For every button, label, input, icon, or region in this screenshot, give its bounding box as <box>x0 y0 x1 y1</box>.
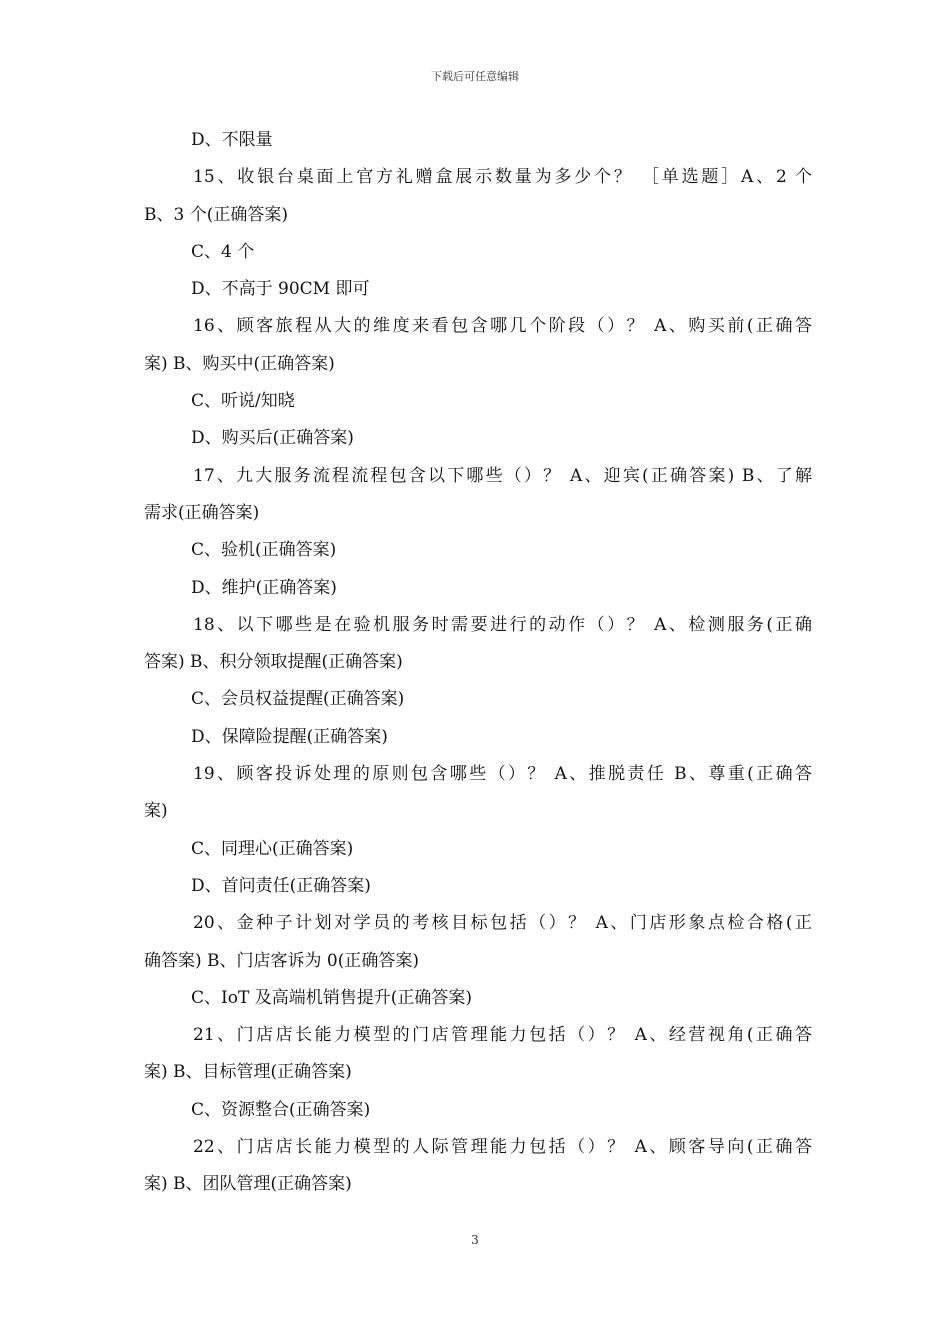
continuation-line: 确答案) B、门店客诉为 0(正确答案) <box>144 950 420 971</box>
option-line: C、验机(正确答案) <box>191 540 337 561</box>
page-header: 下载后可任意编辑 <box>431 70 519 83</box>
question-line: 19、顾客投诉处理的原则包含哪些（）？ A、推脱责任 B、尊重(正确答 <box>193 764 812 785</box>
continuation-line: 案) <box>144 801 168 822</box>
question-line: 20、金种子计划对学员的考核目标包括（）？ A、门店形象点检合格(正 <box>193 913 812 934</box>
question-line: 18、以下哪些是在验机服务时需要进行的动作（）？ A、检测服务(正确 <box>193 614 812 635</box>
question-line: 21、门店店长能力模型的门店管理能力包括（）？ A、经营视角(正确答 <box>193 1025 812 1046</box>
document-body <box>144 122 812 1204</box>
continuation-line: 答案) B、积分领取提醒(正确答案) <box>144 652 403 673</box>
option-line: C、4 个 <box>191 241 255 262</box>
option-line: D、保障险提醒(正确答案) <box>191 726 388 747</box>
option-line: D、维护(正确答案) <box>191 577 337 598</box>
continuation-line: 案) B、团队管理(正确答案) <box>144 1174 352 1195</box>
option-line: C、会员权益提醒(正确答案) <box>191 689 405 710</box>
continuation-line: B、3 个(正确答案) <box>144 204 288 225</box>
continuation-line: 需求(正确答案) <box>144 502 260 523</box>
question-line: 17、九大服务流程流程包含以下哪些（）？ A、迎宾(正确答案) B、了解 <box>193 465 812 486</box>
continuation-line: 案) B、购买中(正确答案) <box>144 353 335 374</box>
option-line: C、资源整合(正确答案) <box>191 1099 371 1120</box>
continuation-line: 案) B、目标管理(正确答案) <box>144 1062 352 1083</box>
option-line: C、听说/知晓 <box>191 391 295 412</box>
option-line: D、不高于 90CM 即可 <box>191 279 370 300</box>
option-line: C、IoT 及高端机销售提升(正确答案) <box>191 987 472 1008</box>
option-line: D、购买后(正确答案) <box>191 428 354 449</box>
question-line: 16、顾客旅程从大的维度来看包含哪几个阶段（）？ A、购买前(正确答 <box>193 316 812 337</box>
option-line: D、不限量 <box>191 130 273 150</box>
option-line: C、同理心(正确答案) <box>191 838 354 859</box>
page-number: 3 <box>471 1233 479 1247</box>
question-line: 15、收银台桌面上官方礼赠盒展示数量为多少个？ ［单选题］A、2 个 <box>193 167 812 188</box>
option-line: D、首问责任(正确答案) <box>191 875 371 896</box>
question-line: 22、门店店长能力模型的人际管理能力包括（）？ A、顾客导向(正确答 <box>193 1137 812 1158</box>
